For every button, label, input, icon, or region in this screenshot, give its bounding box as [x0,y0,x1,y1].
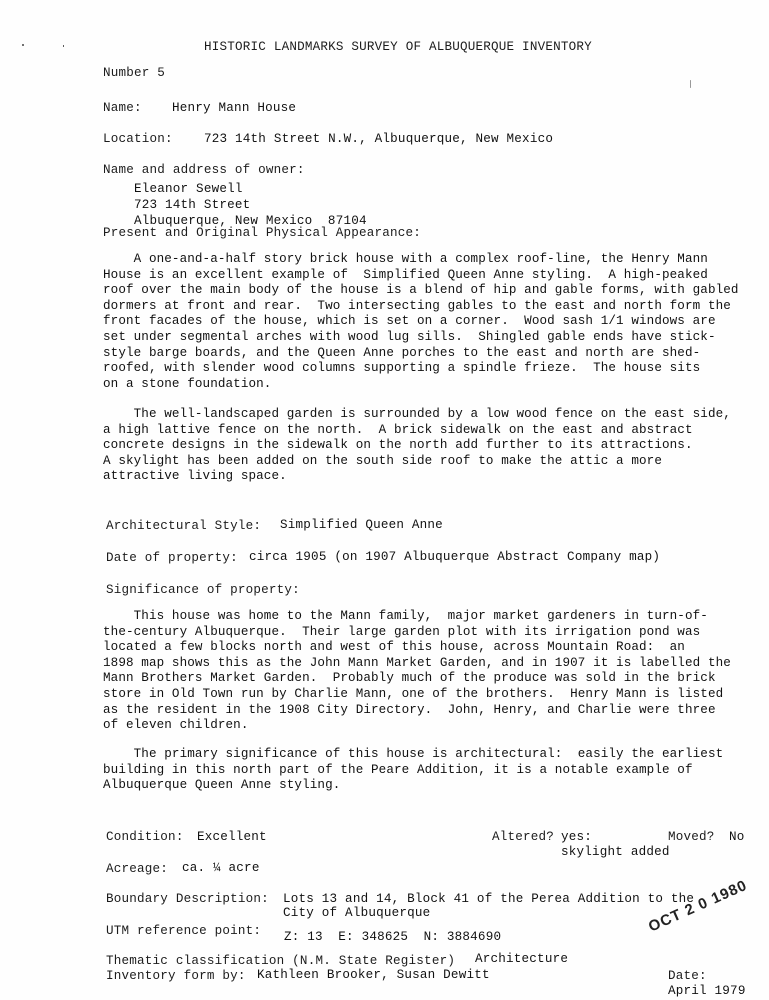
appearance-paragraph-1 [103,252,739,392]
text-line: The primary significance of this house is architectural: easily the earliest [103,747,724,761]
text-line: set under segmental arches with wood lug sills. Shingled gable ends have stick- [103,329,716,344]
text-line: Mann Brothers Market Garden. Probably much of the produce was sold in the brick [103,671,716,686]
text-line: attractive living space. [103,469,287,484]
text-line: front facades of the house, which is set on a corner. Wood sash 1/1 windows are [103,314,716,329]
appearance-paragraph-2 [103,407,731,485]
text-line: the-century Albuquerque. Their large garden plot with its irrigation pond was [103,624,701,639]
text-line: a high lattive fence on the north. A brick sidewalk on the east and abstract [103,422,693,437]
thematic-label: Thematic classification (N.M. State Register) [106,954,456,968]
name-value: Henry Mann House [172,101,297,115]
text-line: store in Old Town run by Charlie Mann, one of the brothers. Henry Mann is listed [103,686,724,701]
altered-value: yes: [561,830,593,844]
scan-speck [63,45,64,47]
form-title: HISTORIC LANDMARKS SURVEY OF ALBUQUERQUE INVENTORY [204,40,592,54]
acreage-label: Acreage: [106,862,169,876]
text-line: 1898 map shows this as the John Mann Market Garden, and in 1907 it is labelled the [103,655,731,670]
utm-label: UTM reference point: [106,924,262,938]
location-value: 723 14th Street N.W., Albuquerque, New Mexico [204,132,554,146]
name-label: Name: [103,101,142,115]
utm-value: Z: 13 E: 348625 N: 3884690 [284,930,502,944]
text-line: on a stone foundation. [103,376,272,391]
scan-speck [690,80,691,88]
text-line: of eleven children. [103,718,249,733]
location-label: Location: [103,132,173,146]
moved-label: Moved? [668,830,715,844]
condition-label: Condition: [106,830,184,844]
text-line: This house was home to the Mann family, major market gardeners in turn-of- [103,609,708,623]
condition-value: Excellent [197,830,267,844]
text-line: The well-landscaped garden is surrounded by a low wood fence on the east side, [103,407,731,421]
boundary-label: Boundary Description: [106,892,269,906]
significance-paragraph-2 [103,747,723,794]
text-line: Albuquerque Queen Anne styling. [103,778,341,793]
text-line: building in this north part of the Peare Addition, it is a notable example of [103,762,693,777]
appearance-label: Present and Original Physical Appearance: [103,226,422,240]
received-date-stamp: OCT 2 0 1980 [646,876,750,936]
date-value: circa 1905 (on 1907 Albuquerque Abstract Company map) [249,550,661,564]
significance-label: Significance of property: [106,583,300,597]
text-line: roof over the main body of the house is a blend of hip and gable forms, with gabled [103,283,739,298]
text-line: roofed, with slender wood columns supporting a spindle frieze. The house sits [103,361,701,376]
acreage-value: ca. ¼ acre [182,861,260,875]
owner-line: Albuquerque, New Mexico 87104 [134,214,367,228]
boundary-line: Lots 13 and 14, Block 41 of the Perea Addition to the [283,892,695,906]
thematic-value: Architecture [475,952,569,966]
form-date-value: April 1979 [668,984,746,998]
inventory-label: Inventory form by: [106,969,246,983]
text-line: style barge boards, and the Queen Anne porches to the east and north are shed- [103,345,701,360]
text-line: dormers at front and rear. Two intersecting gables to the east and north form the [103,298,731,313]
text-line: A skylight has been added on the south side roof to make the attic a more [103,453,662,468]
altered-note: skylight added [561,845,670,859]
altered-label: Altered? [492,830,555,844]
owner-line: 723 14th Street [134,198,251,212]
inventory-value: Kathleen Brooker, Susan Dewitt [257,968,490,982]
text-line: as the resident in the 1908 City Directory. John, Henry, and Charlie were three [103,702,716,717]
scan-speck [22,44,24,46]
date-label: Date of property: [106,551,238,565]
text-line: A one-and-a-half story brick house with a complex roof-line, the Henry Mann [103,252,708,266]
boundary-line: City of Albuquerque [283,906,431,920]
text-line: located a few blocks north and west of this house, across Mountain Road: an [103,640,685,655]
text-line: concrete designs in the sidewalk on the north add further to its attractions. [103,438,693,453]
significance-paragraph-1 [103,609,731,734]
owner-line: Eleanor Sewell [134,182,243,196]
style-label: Architectural Style: [106,519,262,533]
moved-value: No [729,830,745,844]
form-number: Number 5 [103,66,166,80]
style-value: Simplified Queen Anne [280,518,443,532]
text-line: House is an excellent example of Simplified Queen Anne styling. A high-peaked [103,267,708,282]
form-date-label: Date: [668,969,707,983]
owner-label: Name and address of owner: [103,163,305,177]
